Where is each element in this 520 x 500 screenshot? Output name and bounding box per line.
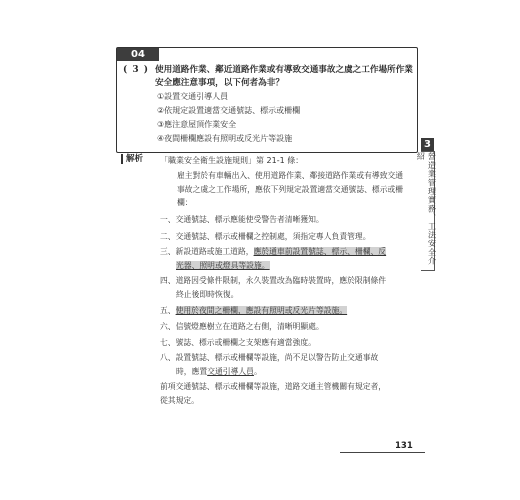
option-item: ①設置交通引導人員 — [157, 92, 229, 101]
list-item: 七、號誌、標示或柵欄之支架應有適當強度。 — [160, 338, 316, 347]
analysis-label: 解析 — [121, 154, 143, 164]
intro-line: 事故之虞之工作場所，應依下列規定設置適當交通號誌、標示或柵 — [177, 184, 404, 194]
question-text: 使用道路作業、鄰近道路作業或有導致交通事故之虞之工作場所作業安全應注意事項，以下何者為非？ — [155, 65, 413, 88]
intro-line: 欄： — [177, 198, 193, 207]
option-item: ③應注意屋頂作業安全 — [157, 120, 237, 129]
option-list — [157, 90, 300, 146]
list-item: 六、信號燈應樹立在道路之右側，清晰明顯處。 — [160, 322, 324, 331]
intro-line: 雇主對於有車輛出入、使用道路作業、鄰接道路作業或有導致交通 — [177, 171, 404, 180]
chapter-tab — [416, 151, 438, 271]
list-item: 二、交通號誌、標示或柵欄之控制處，須指定專人負責管理。 — [160, 232, 371, 241]
highlighted-text: 光器、照明或燈具等設施。 — [176, 260, 270, 270]
option-item: ④夜間柵欄應設有照明或反光片等設施 — [157, 134, 293, 143]
list-item: 三、新設道路或施工道路，應於通車前設置號誌、標示、柵欄、反 光器、照明或燈具等設施。 — [160, 247, 387, 270]
question-box — [116, 47, 418, 153]
highlighted-text: 應於通車前設置號誌、標示、柵欄、反 — [253, 247, 387, 256]
closing-line: 前項交通號誌、標示或柵欄等設施，道路交通主管機關有規定者， — [160, 382, 387, 391]
underlined-text: 交通引導人員 — [207, 366, 254, 376]
list-item: 八、設置號誌、標示或柵欄等設施，尚不足以警告防止交通事故 時，應置交通引導人員。 — [160, 353, 379, 376]
page-number: 131 — [395, 441, 413, 451]
analysis-heading: 「職業安全衛生設施規則」第 21-1 條： — [160, 156, 304, 165]
list-item: 四、道路因受條件限制，永久裝置改為臨時裝置時，應於限制條件 終止後即時恢復。 — [160, 276, 387, 299]
closing-line: 從其規定。 — [160, 395, 199, 405]
chapter-title: 營造業管理實務、工法安全介紹 — [416, 152, 438, 266]
chapter-number: 3 — [421, 138, 434, 151]
list-item: 五、使用於夜間之柵欄，應設有照明或反光片等設施。 — [160, 306, 348, 315]
question-number: 04 — [117, 48, 159, 61]
footer-rule — [340, 452, 425, 453]
analysis-closing — [160, 380, 422, 407]
answer-key: ( 3 ) — [123, 65, 150, 75]
analysis-intro — [177, 169, 422, 210]
list-item: 一、交通號誌、標示應能使受警告者清晰獲知。 — [160, 215, 324, 224]
option-item: ②依規定設置適當交通號誌、標示或柵欄 — [157, 106, 301, 115]
highlighted-text: 使用於夜間之柵欄，應設有照明或反光片等設施。 — [175, 306, 348, 315]
